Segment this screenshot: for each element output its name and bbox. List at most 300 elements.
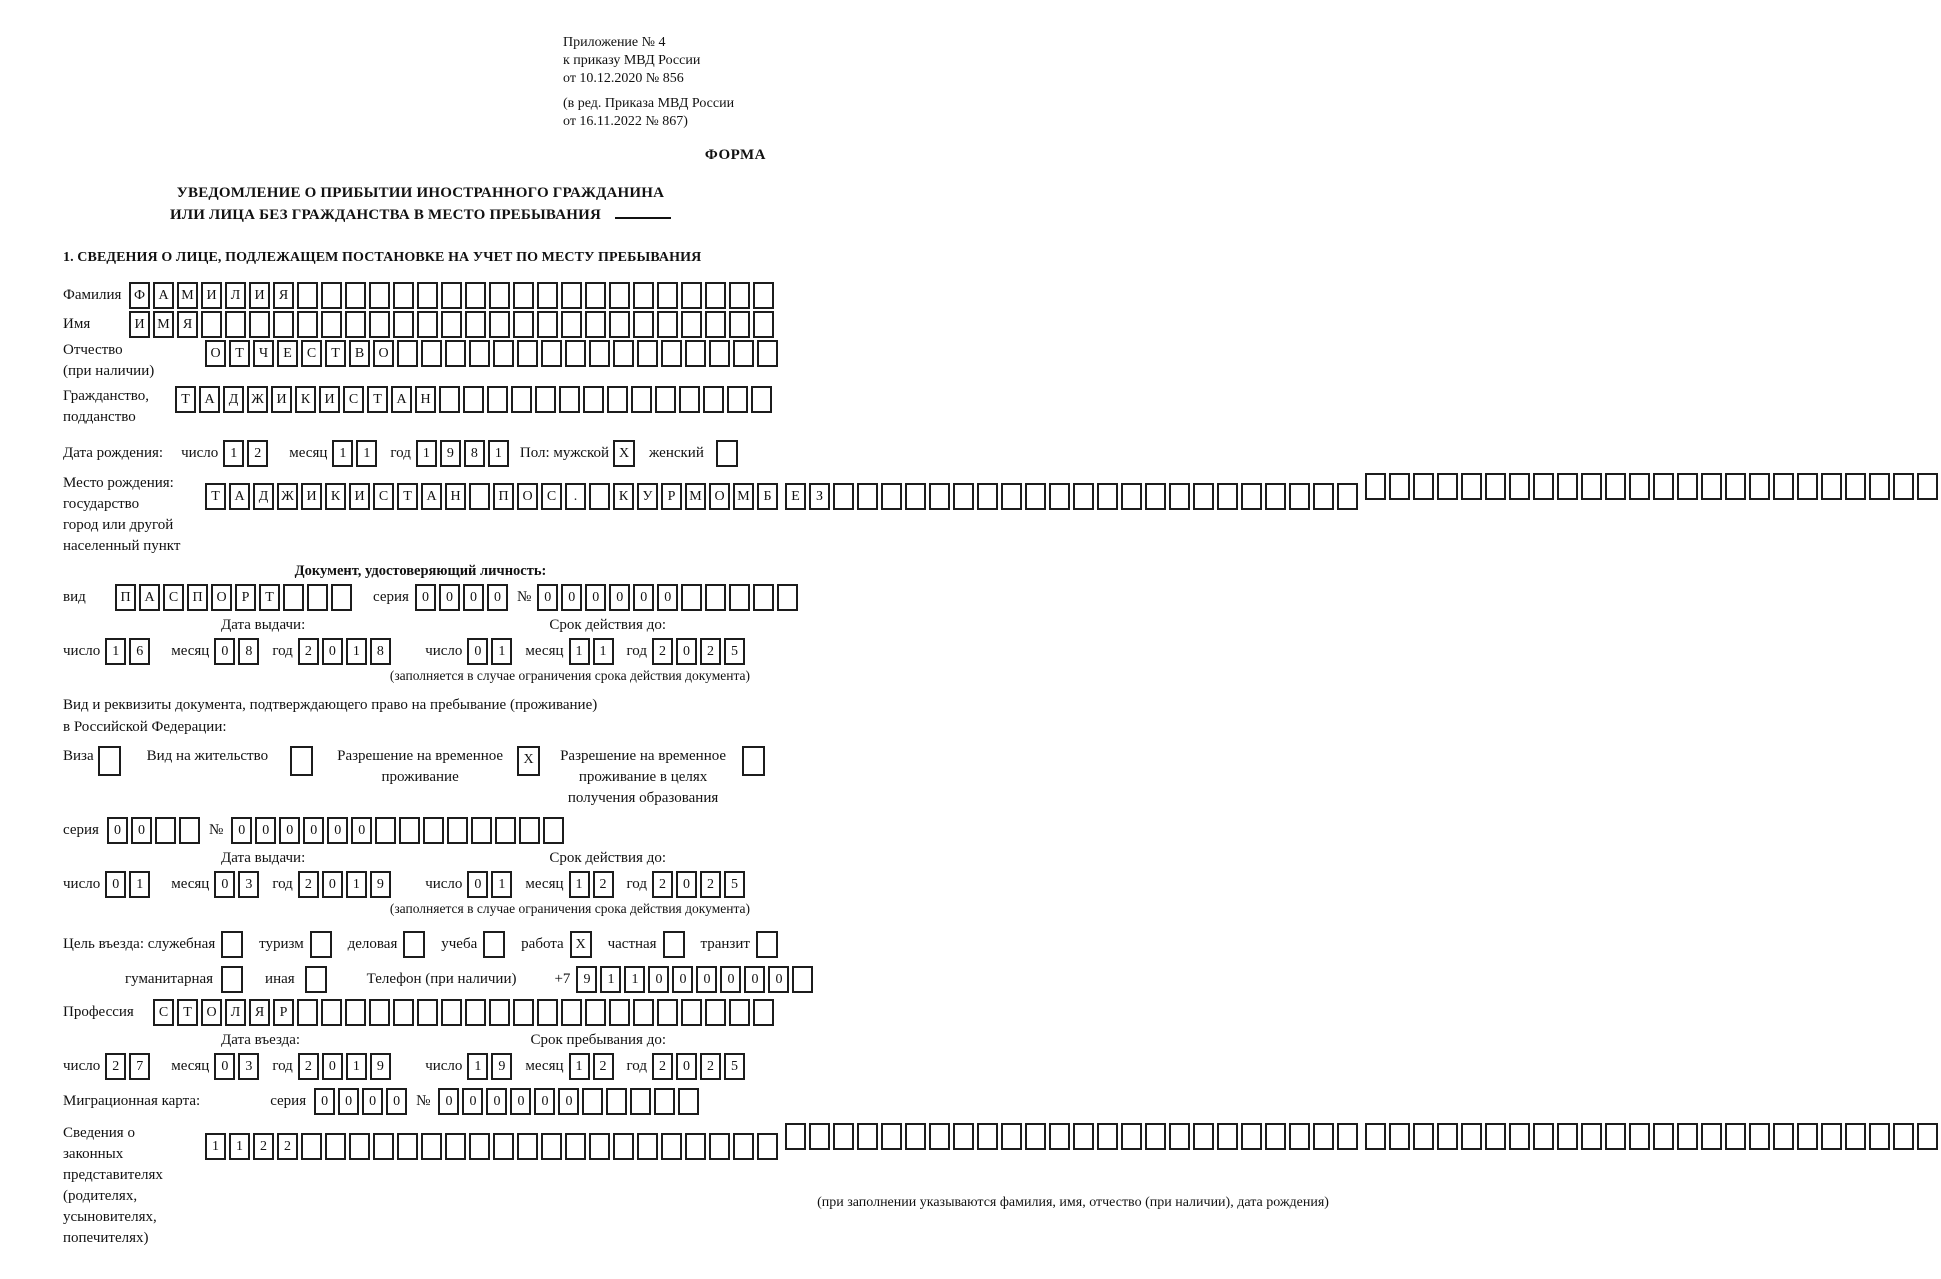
char-cell[interactable] <box>225 311 246 338</box>
citizenship-cells[interactable] <box>175 386 775 413</box>
char-cell[interactable] <box>657 311 678 338</box>
char-cell[interactable]: X <box>570 931 592 958</box>
char-cell[interactable]: 9 <box>491 1053 512 1080</box>
char-cell[interactable] <box>881 483 902 510</box>
char-cell[interactable]: 1 <box>229 1133 250 1160</box>
char-cell[interactable]: 0 <box>537 584 558 611</box>
char-cell[interactable] <box>633 311 654 338</box>
purpose-business-checkbox[interactable] <box>403 931 425 958</box>
entry-month-cells[interactable] <box>214 1053 262 1080</box>
char-cell[interactable] <box>1749 473 1770 500</box>
char-cell[interactable] <box>1073 483 1094 510</box>
char-cell[interactable]: 3 <box>238 871 259 898</box>
char-cell[interactable] <box>513 999 534 1026</box>
char-cell[interactable] <box>345 282 366 309</box>
char-cell[interactable]: 0 <box>487 584 508 611</box>
char-cell[interactable]: О <box>205 340 226 367</box>
char-cell[interactable] <box>613 1133 634 1160</box>
char-cell[interactable] <box>1389 1123 1410 1150</box>
char-cell[interactable] <box>757 1133 778 1160</box>
char-cell[interactable] <box>487 386 508 413</box>
doc-number-cells[interactable] <box>537 584 801 611</box>
char-cell[interactable]: Б <box>757 483 778 510</box>
birthplace-row3-cells[interactable] <box>1365 473 1941 500</box>
char-cell[interactable]: 0 <box>279 817 300 844</box>
char-cell[interactable]: А <box>391 386 412 413</box>
char-cell[interactable]: 2 <box>700 1053 721 1080</box>
char-cell[interactable]: 0 <box>696 966 717 993</box>
char-cell[interactable] <box>331 584 352 611</box>
char-cell[interactable] <box>679 386 700 413</box>
char-cell[interactable] <box>733 1133 754 1160</box>
given-name-cells[interactable] <box>129 311 777 338</box>
char-cell[interactable]: М <box>685 483 706 510</box>
char-cell[interactable]: Ч <box>253 340 274 367</box>
residence-permit-checkbox[interactable] <box>290 746 313 776</box>
purpose-humanitarian-checkbox[interactable] <box>221 966 243 993</box>
char-cell[interactable] <box>483 931 505 958</box>
char-cell[interactable] <box>1193 1123 1214 1150</box>
char-cell[interactable]: Я <box>177 311 198 338</box>
char-cell[interactable] <box>742 746 765 776</box>
char-cell[interactable] <box>1701 1123 1722 1150</box>
char-cell[interactable]: Я <box>273 282 294 309</box>
char-cell[interactable] <box>637 1133 658 1160</box>
char-cell[interactable] <box>857 1123 878 1150</box>
char-cell[interactable]: 2 <box>298 638 319 665</box>
char-cell[interactable] <box>681 311 702 338</box>
char-cell[interactable] <box>1797 473 1818 500</box>
char-cell[interactable]: 1 <box>356 440 377 467</box>
char-cell[interactable] <box>753 584 774 611</box>
char-cell[interactable] <box>325 1133 346 1160</box>
char-cell[interactable] <box>537 999 558 1026</box>
char-cell[interactable]: Т <box>325 340 346 367</box>
representatives-row3-cells[interactable] <box>1365 1123 1941 1150</box>
purpose-official-checkbox[interactable] <box>221 931 243 958</box>
birthplace-row2-cells[interactable] <box>785 483 1361 510</box>
char-cell[interactable] <box>1629 1123 1650 1150</box>
char-cell[interactable]: 0 <box>676 871 697 898</box>
char-cell[interactable]: 1 <box>346 871 367 898</box>
char-cell[interactable] <box>905 1123 926 1150</box>
char-cell[interactable] <box>953 1123 974 1150</box>
char-cell[interactable]: 7 <box>129 1053 150 1080</box>
char-cell[interactable] <box>290 746 313 776</box>
char-cell[interactable] <box>703 386 724 413</box>
char-cell[interactable] <box>301 1133 322 1160</box>
char-cell[interactable]: 0 <box>322 1053 343 1080</box>
char-cell[interactable] <box>929 1123 950 1150</box>
char-cell[interactable]: Е <box>277 340 298 367</box>
char-cell[interactable] <box>441 282 462 309</box>
char-cell[interactable] <box>756 931 778 958</box>
char-cell[interactable]: Р <box>273 999 294 1026</box>
char-cell[interactable] <box>1025 483 1046 510</box>
char-cell[interactable]: 0 <box>214 638 235 665</box>
char-cell[interactable] <box>463 386 484 413</box>
char-cell[interactable] <box>1389 473 1410 500</box>
char-cell[interactable]: 0 <box>720 966 741 993</box>
char-cell[interactable] <box>179 817 200 844</box>
char-cell[interactable] <box>977 483 998 510</box>
char-cell[interactable] <box>565 1133 586 1160</box>
char-cell[interactable] <box>1749 1123 1770 1150</box>
char-cell[interactable] <box>1365 473 1386 500</box>
char-cell[interactable] <box>345 999 366 1026</box>
char-cell[interactable] <box>375 817 396 844</box>
char-cell[interactable]: А <box>199 386 220 413</box>
char-cell[interactable]: 8 <box>238 638 259 665</box>
char-cell[interactable] <box>1893 1123 1914 1150</box>
char-cell[interactable]: У <box>637 483 658 510</box>
char-cell[interactable] <box>1917 1123 1938 1150</box>
char-cell[interactable]: О <box>517 483 538 510</box>
char-cell[interactable] <box>489 999 510 1026</box>
char-cell[interactable] <box>1049 483 1070 510</box>
sex-female-checkbox[interactable] <box>716 440 738 467</box>
doc-issue-day-cells[interactable] <box>105 638 153 665</box>
char-cell[interactable] <box>709 1133 730 1160</box>
char-cell[interactable]: 9 <box>370 1053 391 1080</box>
char-cell[interactable]: 6 <box>129 638 150 665</box>
char-cell[interactable]: Е <box>785 483 806 510</box>
char-cell[interactable] <box>98 746 121 776</box>
profession-cells[interactable] <box>153 999 777 1026</box>
char-cell[interactable]: 1 <box>205 1133 226 1160</box>
char-cell[interactable] <box>1557 1123 1578 1150</box>
char-cell[interactable] <box>369 999 390 1026</box>
char-cell[interactable]: 2 <box>700 871 721 898</box>
char-cell[interactable]: С <box>301 340 322 367</box>
char-cell[interactable] <box>403 931 425 958</box>
char-cell[interactable] <box>1337 1123 1358 1150</box>
char-cell[interactable] <box>1437 473 1458 500</box>
char-cell[interactable]: 0 <box>585 584 606 611</box>
char-cell[interactable] <box>1313 1123 1334 1150</box>
char-cell[interactable] <box>1169 1123 1190 1150</box>
char-cell[interactable] <box>469 1133 490 1160</box>
char-cell[interactable] <box>519 817 540 844</box>
char-cell[interactable] <box>445 340 466 367</box>
char-cell[interactable]: 9 <box>576 966 597 993</box>
char-cell[interactable] <box>513 282 534 309</box>
char-cell[interactable] <box>678 1088 699 1115</box>
char-cell[interactable] <box>1313 483 1334 510</box>
char-cell[interactable] <box>541 340 562 367</box>
char-cell[interactable]: Я <box>249 999 270 1026</box>
char-cell[interactable] <box>397 340 418 367</box>
char-cell[interactable]: А <box>139 584 160 611</box>
char-cell[interactable] <box>1677 1123 1698 1150</box>
stay-doc-exp-month-cells[interactable] <box>569 871 617 898</box>
char-cell[interactable] <box>1097 1123 1118 1150</box>
char-cell[interactable]: И <box>249 282 270 309</box>
char-cell[interactable]: 0 <box>510 1088 531 1115</box>
char-cell[interactable] <box>221 966 243 993</box>
char-cell[interactable] <box>421 1133 442 1160</box>
char-cell[interactable]: Т <box>175 386 196 413</box>
char-cell[interactable]: 0 <box>214 871 235 898</box>
char-cell[interactable] <box>1485 1123 1506 1150</box>
char-cell[interactable]: О <box>201 999 222 1026</box>
char-cell[interactable] <box>273 311 294 338</box>
char-cell[interactable] <box>393 999 414 1026</box>
char-cell[interactable]: Т <box>397 483 418 510</box>
char-cell[interactable]: 0 <box>351 817 372 844</box>
doc-series-cells[interactable] <box>415 584 511 611</box>
char-cell[interactable] <box>559 386 580 413</box>
char-cell[interactable] <box>1605 1123 1626 1150</box>
char-cell[interactable]: 0 <box>467 638 488 665</box>
entry-day-cells[interactable] <box>105 1053 153 1080</box>
char-cell[interactable] <box>729 311 750 338</box>
char-cell[interactable] <box>535 386 556 413</box>
char-cell[interactable]: С <box>541 483 562 510</box>
char-cell[interactable] <box>321 282 342 309</box>
representatives-row1-cells[interactable] <box>205 1133 781 1160</box>
temp-residence-edu-checkbox[interactable] <box>742 746 765 776</box>
char-cell[interactable] <box>1461 1123 1482 1150</box>
char-cell[interactable] <box>1121 483 1142 510</box>
char-cell[interactable] <box>399 817 420 844</box>
char-cell[interactable] <box>657 999 678 1026</box>
stay-doc-issue-day-cells[interactable] <box>105 871 153 898</box>
char-cell[interactable] <box>751 386 772 413</box>
char-cell[interactable] <box>630 1088 651 1115</box>
char-cell[interactable] <box>1653 473 1674 500</box>
char-cell[interactable]: 0 <box>107 817 128 844</box>
char-cell[interactable] <box>489 282 510 309</box>
char-cell[interactable]: 2 <box>652 871 673 898</box>
char-cell[interactable]: 1 <box>332 440 353 467</box>
char-cell[interactable]: И <box>301 483 322 510</box>
char-cell[interactable] <box>465 311 486 338</box>
char-cell[interactable] <box>421 340 442 367</box>
char-cell[interactable]: 2 <box>298 871 319 898</box>
char-cell[interactable] <box>1725 1123 1746 1150</box>
char-cell[interactable] <box>613 340 634 367</box>
char-cell[interactable] <box>345 311 366 338</box>
char-cell[interactable]: Т <box>367 386 388 413</box>
char-cell[interactable] <box>685 1133 706 1160</box>
visa-checkbox[interactable] <box>98 746 121 776</box>
char-cell[interactable] <box>1193 483 1214 510</box>
char-cell[interactable]: П <box>493 483 514 510</box>
char-cell[interactable]: Р <box>661 483 682 510</box>
char-cell[interactable] <box>373 1133 394 1160</box>
char-cell[interactable] <box>585 311 606 338</box>
stay-month-cells[interactable] <box>569 1053 617 1080</box>
char-cell[interactable]: И <box>129 311 150 338</box>
char-cell[interactable]: М <box>733 483 754 510</box>
char-cell[interactable] <box>857 483 878 510</box>
char-cell[interactable] <box>729 282 750 309</box>
stay-doc-exp-year-cells[interactable] <box>652 871 748 898</box>
char-cell[interactable] <box>1097 483 1118 510</box>
char-cell[interactable] <box>1461 473 1482 500</box>
char-cell[interactable] <box>905 483 926 510</box>
char-cell[interactable] <box>1725 473 1746 500</box>
char-cell[interactable] <box>493 1133 514 1160</box>
char-cell[interactable]: К <box>325 483 346 510</box>
char-cell[interactable]: 2 <box>277 1133 298 1160</box>
char-cell[interactable]: 2 <box>593 871 614 898</box>
char-cell[interactable]: И <box>319 386 340 413</box>
char-cell[interactable]: Р <box>235 584 256 611</box>
char-cell[interactable]: 1 <box>600 966 621 993</box>
char-cell[interactable]: 0 <box>676 638 697 665</box>
char-cell[interactable]: 0 <box>105 871 126 898</box>
char-cell[interactable]: М <box>153 311 174 338</box>
char-cell[interactable] <box>1437 1123 1458 1150</box>
char-cell[interactable] <box>393 282 414 309</box>
char-cell[interactable] <box>633 282 654 309</box>
char-cell[interactable]: Л <box>225 282 246 309</box>
char-cell[interactable]: 8 <box>464 440 485 467</box>
char-cell[interactable]: Т <box>229 340 250 367</box>
char-cell[interactable]: 2 <box>593 1053 614 1080</box>
char-cell[interactable]: 1 <box>416 440 437 467</box>
char-cell[interactable] <box>469 483 490 510</box>
char-cell[interactable] <box>495 817 516 844</box>
char-cell[interactable] <box>1485 473 1506 500</box>
char-cell[interactable]: . <box>565 483 586 510</box>
char-cell[interactable]: Л <box>225 999 246 1026</box>
char-cell[interactable] <box>1773 1123 1794 1150</box>
char-cell[interactable] <box>537 282 558 309</box>
char-cell[interactable] <box>283 584 304 611</box>
char-cell[interactable] <box>1845 1123 1866 1150</box>
char-cell[interactable] <box>465 282 486 309</box>
char-cell[interactable] <box>297 311 318 338</box>
purpose-study-checkbox[interactable] <box>483 931 505 958</box>
char-cell[interactable] <box>561 999 582 1026</box>
char-cell[interactable] <box>1241 483 1262 510</box>
char-cell[interactable] <box>606 1088 627 1115</box>
char-cell[interactable] <box>465 999 486 1026</box>
char-cell[interactable] <box>953 483 974 510</box>
char-cell[interactable] <box>727 386 748 413</box>
char-cell[interactable]: Т <box>259 584 280 611</box>
char-cell[interactable]: 0 <box>633 584 654 611</box>
char-cell[interactable]: 0 <box>314 1088 335 1115</box>
char-cell[interactable]: 1 <box>569 871 590 898</box>
char-cell[interactable] <box>654 1088 675 1115</box>
char-cell[interactable]: X <box>613 440 635 467</box>
char-cell[interactable]: 1 <box>346 638 367 665</box>
char-cell[interactable] <box>1145 483 1166 510</box>
char-cell[interactable]: З <box>809 483 830 510</box>
char-cell[interactable] <box>1337 483 1358 510</box>
char-cell[interactable] <box>1241 1123 1262 1150</box>
mig-number-cells[interactable] <box>438 1088 702 1115</box>
char-cell[interactable] <box>417 311 438 338</box>
char-cell[interactable]: 0 <box>676 1053 697 1080</box>
char-cell[interactable]: 1 <box>491 638 512 665</box>
entry-year-cells[interactable] <box>298 1053 394 1080</box>
birth-month-cells[interactable] <box>332 440 380 467</box>
char-cell[interactable] <box>469 340 490 367</box>
char-cell[interactable]: 0 <box>657 584 678 611</box>
birth-day-cells[interactable] <box>223 440 271 467</box>
char-cell[interactable] <box>541 1133 562 1160</box>
char-cell[interactable]: 0 <box>486 1088 507 1115</box>
char-cell[interactable] <box>1169 483 1190 510</box>
char-cell[interactable] <box>537 311 558 338</box>
char-cell[interactable]: В <box>349 340 370 367</box>
char-cell[interactable]: О <box>709 483 730 510</box>
char-cell[interactable] <box>585 282 606 309</box>
char-cell[interactable] <box>661 340 682 367</box>
purpose-work-checkbox[interactable] <box>570 931 592 958</box>
char-cell[interactable]: 0 <box>744 966 765 993</box>
char-cell[interactable]: 0 <box>386 1088 407 1115</box>
char-cell[interactable] <box>661 1133 682 1160</box>
char-cell[interactable] <box>585 999 606 1026</box>
char-cell[interactable]: П <box>187 584 208 611</box>
char-cell[interactable] <box>792 966 813 993</box>
char-cell[interactable]: Т <box>177 999 198 1026</box>
char-cell[interactable] <box>1217 483 1238 510</box>
char-cell[interactable] <box>201 311 222 338</box>
char-cell[interactable]: Д <box>223 386 244 413</box>
char-cell[interactable] <box>369 311 390 338</box>
char-cell[interactable]: 1 <box>593 638 614 665</box>
char-cell[interactable] <box>609 282 630 309</box>
char-cell[interactable] <box>637 340 658 367</box>
char-cell[interactable]: С <box>153 999 174 1026</box>
char-cell[interactable]: 9 <box>370 871 391 898</box>
char-cell[interactable] <box>757 340 778 367</box>
char-cell[interactable] <box>1073 1123 1094 1150</box>
char-cell[interactable] <box>1265 1123 1286 1150</box>
char-cell[interactable]: 0 <box>327 817 348 844</box>
char-cell[interactable] <box>977 1123 998 1150</box>
char-cell[interactable] <box>543 817 564 844</box>
char-cell[interactable] <box>1605 473 1626 500</box>
char-cell[interactable] <box>511 386 532 413</box>
char-cell[interactable] <box>733 340 754 367</box>
char-cell[interactable] <box>1797 1123 1818 1150</box>
char-cell[interactable]: К <box>295 386 316 413</box>
char-cell[interactable] <box>929 483 950 510</box>
char-cell[interactable]: 0 <box>322 638 343 665</box>
char-cell[interactable]: 0 <box>214 1053 235 1080</box>
char-cell[interactable] <box>393 311 414 338</box>
char-cell[interactable] <box>439 386 460 413</box>
char-cell[interactable] <box>1265 483 1286 510</box>
char-cell[interactable]: 2 <box>652 1053 673 1080</box>
char-cell[interactable]: 1 <box>569 638 590 665</box>
char-cell[interactable] <box>607 386 628 413</box>
char-cell[interactable]: X <box>517 746 540 776</box>
char-cell[interactable]: 0 <box>534 1088 555 1115</box>
char-cell[interactable]: 0 <box>415 584 436 611</box>
doc-exp-day-cells[interactable] <box>467 638 515 665</box>
char-cell[interactable] <box>753 311 774 338</box>
char-cell[interactable]: О <box>211 584 232 611</box>
char-cell[interactable] <box>681 282 702 309</box>
stay-doc-exp-day-cells[interactable] <box>467 871 515 898</box>
char-cell[interactable]: 0 <box>231 817 252 844</box>
char-cell[interactable]: 3 <box>238 1053 259 1080</box>
char-cell[interactable]: К <box>613 483 634 510</box>
char-cell[interactable]: 2 <box>105 1053 126 1080</box>
char-cell[interactable]: С <box>343 386 364 413</box>
char-cell[interactable] <box>1413 473 1434 500</box>
char-cell[interactable]: 1 <box>346 1053 367 1080</box>
